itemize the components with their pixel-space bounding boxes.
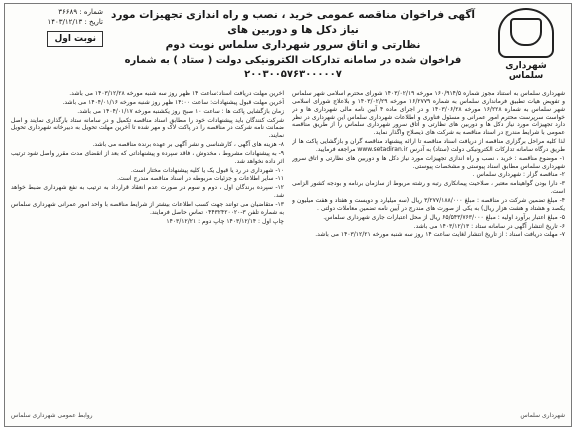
left-column	[11, 90, 284, 410]
notice-paragraph: چاپ اول : ۱۴۰۳/۱۲/۱۴ چاپ دوم : ۱۴۰۳/۱۲/۲۱	[166, 217, 284, 225]
emblem-icon	[498, 8, 554, 58]
notice-paragraph: ۱۰- شهرداری در رد یا قبول یک یا کلیه پیشنهادات مختار است.	[130, 166, 284, 174]
notice-paragraph: ۱۱- سایر اطلاعات و جزئیات مربوطه در اسناد مناقصه مندرج است.	[117, 175, 284, 183]
notice-paragraph: ۵- مبلغ اعتبار برآورد اولیه : مبلغ ۶۵/۵۴۳/۷۶۳/۰۰۰ ریال از محل اعتبارات جاری شهرداری سلماس.	[323, 213, 565, 221]
municipality-logo	[487, 8, 565, 82]
notice-paragraph: ۱۲- سپرده برندگان اول ، دوم و سوم در صورت عدم انعقاد قرارداد به ترتیب به نفع شهرداری ضبط خواهد شد.	[11, 184, 284, 200]
notice-paragraph: ۴- مبلغ تضمین شرکت در مناقصه : مبلغ ۳/۲۷۷/۱۸۸/۰۰۰ ریال (سه میلیارد و دویست و هفتاد و هفت میلیون و یکصد و هشتاد و هشت هزار ریال) به یکی از صورت های مندرج در آیین نامه تضمین معاملات دولتی .	[292, 196, 565, 212]
notice-title	[105, 8, 481, 53]
notice-paragraph: آخرین مهلت دریافت اسناد:ساعت ۱۴ ظهر روز سه شنبه مورخه ۱۴۰۳/۱۲/۲۸ می باشد.	[69, 90, 284, 97]
notice-paragraph: ۹- به پیشنهادات مشروط ، مخدوش ، فاقد سپرده و پیشنهاداتی که بعد از انقضای مدت مقرر واصل شود ترتیب اثر داده نخواهد شد.	[11, 149, 284, 165]
tender-notice	[4, 3, 572, 427]
notice-meta	[11, 7, 103, 47]
footer-left: روابط عمومی شهرداری سلماس	[11, 412, 93, 419]
notice-paragraph: ۲- مناقصه گزار : شهرداری سلماس .	[472, 171, 565, 179]
round-badge: نوبت اول	[47, 31, 103, 47]
notice-paragraph: لذا کلیه مراحل برگزاری مناقصه از دریافت اسناد مناقصه تا ارائه پیشنهاد مناقصه گران و بازگشایی پاکت ها از طریق درگاه سامانه تدارکات الکترونیکی دولت (ستاد) به آدرس www.setadiran.ir مراجعه فرمایید.	[292, 138, 565, 153]
notice-paragraph: ۶- تاریخ انتشار آگهی در سامانه ستاد : ۱۴۰۳/۱۲/۱۳ می باشد.	[413, 222, 565, 230]
notice-number: شماره : ۳۶۶۸۹	[58, 8, 103, 16]
notice-paragraph: ۱- موضوع مناقصه : خرید ، نصب و راه اندازی تجهیزات مورد نیاز دکل ها و دوربین های نظارتی و اتاق سرور شهرداری سلماس مطابق اسناد پیوستی و مشخصات پیوستی.	[292, 154, 565, 170]
notice-paragraph: ۱۳- متقاضیان می توانند جهت کسب اطلاعات بیشتر از شرایط مناقصه با واحد امور عمرانی شهرداری سلماس به شماره تلفن ۳-۰۴۴۳۲۴۲۰۰۲۰ تماس حاصل فرمایند.	[11, 200, 284, 216]
logo-caption: شهرداری سلماس	[505, 61, 547, 81]
title-line-1: آگهی فراخوان مناقصه عمومی خرید ، نصب و راه اندازی تجهیزات مورد نیاز دکل ها و دوربین های	[110, 9, 476, 36]
notice-header	[5, 4, 571, 86]
notice-subtitle: فراخوان شده در سامانه تدارکات الکترونیکی دولت ( ستاد ) به شماره ۲۰۰۳۰۰۵۷۶۳۰۰۰۰۰۷	[124, 55, 462, 80]
title-line-2: نظارتی و اتاق سرور شهرداری سلماس نوبت دوم	[165, 39, 421, 51]
footer-right: شهرداری سلماس	[520, 412, 565, 419]
notice-body	[11, 90, 565, 410]
notice-date: تاریخ : ۱۴۰۳/۱۲/۱۳	[47, 18, 103, 26]
notice-paragraph: ۸- هزینه های آگهی ، کارشناسی و نشر آگهی بر عهده برنده مناقصه می باشد.	[92, 141, 284, 149]
right-column	[292, 90, 565, 410]
notice-footer	[11, 412, 565, 423]
notice-paragraph: ۳- دارا بودن گواهینامه معتبر ، صلاحیت پیمانکاری رتبه و رشته مربوط از سازمان برنامه و بودجه کشور الزامی است.	[292, 180, 565, 196]
notice-paragraph: شهرداری سلماس به استناد مجوز شماره ۱۶۰/۹۱۴/۵ مورخه ۱۴۰۳/۰۲/۱۹ شورای محترم اسلامی شهر سلماس و تفویض هیات تطبیق فرمانداری سلماس به شماره ۱۶/۲۷۷۹ مورخه ۱۴۰۳/۰۲/۲۹ و بلاعلاج شورای اسلامی شهر سلماس به شماره ۱۶/۲۲۸ مورخه ۱۴۰۳/۰۶/۲۸ و در اجرای ماده ۴ آیین نامه مالی شهرداری ها و در خواست سرپرست محترم امور عمرانی و مسئول فناوری و اطلاعات شهرداری سلماس این شهرداری در نظر دارد تجهیزات مورد نیاز دکل ها و دوربین های نظارتی و اتاق سرور شهرداری سلماس را از طریق مناقصه عمومی با شرایط مندرج در اسناد مناقصه به شرکت های ذیصلاح واگذار نماید.	[292, 90, 565, 137]
notice-paragraph: زمان بازگشایی پاکت ها : ساعت ۱۰ صبح روز یکشنبه مورخه ۱۴۰۴/۰۱/۱۷ می باشد.	[77, 107, 284, 115]
notice-paragraph: آخرین مهلت قبول پیشنهادات: ساعت ۱۴:۰۰ ظهر روز شنبه مورخه ۱۴۰۴/۰۱/۱۶ می باشد.	[62, 98, 284, 106]
notice-paragraph: ۷- مهلت دریافت اسناد : از تاریخ انتشار لغایت ساعت ۱۴ روز سه شنبه مورخه ۱۴۰۳/۱۲/۲۱ می باشد.	[315, 231, 565, 239]
notice-paragraph: شرکت کنندگان باید پیشنهادات خود را مطابق اسناد مناقصه تکمیل و در سامانه ستاد بارگذاری نمایند و اصل ضمانت نامه شرکت در مناقصه را در پاکت لاک و مهر شده تا آخرین مهلت تحویل به دبیرخانه شهرداری تحویل نمایند.	[11, 116, 284, 140]
